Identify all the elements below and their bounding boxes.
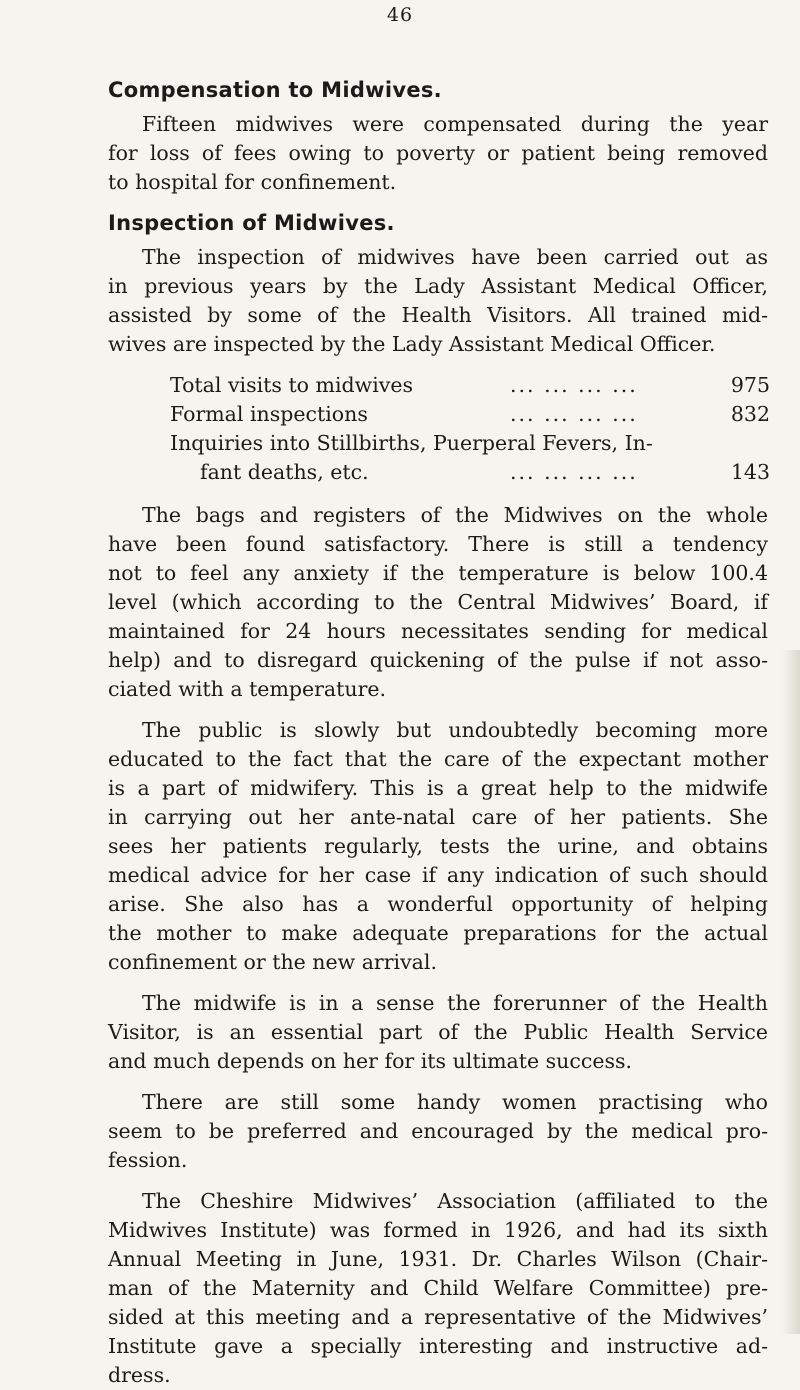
text-line: help) and to disregard quickening of the pulse if not asso- xyxy=(108,648,768,672)
text-line: The inspection of midwives have been carried out as xyxy=(142,245,768,269)
text-line: Annual Meeting in June, 1931. Dr. Charles Wilson (Chair- xyxy=(108,1247,768,1271)
heading-inspection: Inspection of Midwives. xyxy=(108,211,395,235)
text-line: level (which according to the Central Midwives’ Board, if xyxy=(108,590,768,614)
text-line: fession. xyxy=(108,1148,188,1172)
stat-leader-dots: ... ... ... ... xyxy=(510,460,638,484)
text-line: and much depends on her for its ultimate success. xyxy=(108,1049,633,1073)
text-line: seem to be preferred and encouraged by the medical pro- xyxy=(108,1119,768,1143)
page-number: 46 xyxy=(386,4,414,26)
stat-label: fant deaths, etc. xyxy=(200,460,369,484)
stat-label: Total visits to midwives xyxy=(170,373,413,397)
stat-label: Formal inspections xyxy=(170,402,368,426)
text-line: assisted by some of the Health Visitors. All trained mid- xyxy=(108,303,768,327)
stat-row-formal xyxy=(170,400,770,429)
text-line: The bags and registers of the Midwives on the whole xyxy=(142,503,768,527)
stat-label: Inquiries into Stillbirths, Puerperal Fevers, In- xyxy=(170,431,653,455)
stat-value: 143 xyxy=(730,460,770,484)
text-line: Visitor, is an essential part of the Public Health Service xyxy=(108,1020,768,1044)
stat-row-inquiries-cont xyxy=(170,458,770,487)
stat-value: 832 xyxy=(730,402,770,426)
inspection-stats xyxy=(170,371,770,487)
text-line: wives are inspected by the Lady Assistant Medical Officer. xyxy=(108,332,716,356)
text-line: is a part of midwifery. This is a great help to the midwife xyxy=(108,776,768,800)
text-line: confinement or the new arrival. xyxy=(108,950,437,974)
text-line: sided at this meeting and a representative of the Midwives’ xyxy=(108,1305,768,1329)
stat-row-inquiries xyxy=(170,429,770,458)
paragraph-public xyxy=(108,716,768,977)
text-line: in previous years by the Lady Assistant Medical Officer, xyxy=(108,274,768,298)
paragraph-compensation xyxy=(108,110,768,197)
page-edge-shadow xyxy=(782,650,800,1334)
text-line: Fifteen midwives were compensated during the year xyxy=(142,112,768,136)
text-line: to hospital for confinement. xyxy=(108,170,397,194)
stat-value: 975 xyxy=(730,373,770,397)
text-line: arise. She also has a wonderful opportunity of helping xyxy=(108,892,768,916)
text-line: sees her patients regularly, tests the urine, and obtains xyxy=(108,834,768,858)
text-line: in carrying out her ante-natal care of her patients. She xyxy=(108,805,768,829)
paragraph-forerunner xyxy=(108,989,768,1076)
text-line: educated to the fact that the care of the expectant mother xyxy=(108,747,768,771)
paragraph-bags xyxy=(108,501,768,704)
text-line: The public is slowly but undoubtedly becoming more xyxy=(142,718,768,742)
text-line: dress. xyxy=(108,1363,171,1387)
text-line: have been found satisfactory. There is still a tendency xyxy=(108,532,768,556)
text-line: medical advice for her case if any indication of such should xyxy=(108,863,768,887)
text-line: not to feel any anxiety if the temperature is below 100.4 xyxy=(108,561,768,585)
text-line: Institute gave a specially interesting and instructive ad- xyxy=(108,1334,768,1358)
stat-leader-dots: ... ... ... ... xyxy=(510,373,638,397)
text-line: for loss of fees owing to poverty or patient being removed xyxy=(108,141,768,165)
text-line: ciated with a temperature. xyxy=(108,677,387,701)
heading-compensation: Compensation to Midwives. xyxy=(108,78,442,102)
text-line: The midwife is in a sense the forerunner of the Health xyxy=(142,991,768,1015)
text-line: the mother to make adequate preparations for the actual xyxy=(108,921,768,945)
text-line: maintained for 24 hours necessitates sending for medical xyxy=(108,619,768,643)
stat-row-visits xyxy=(170,371,770,400)
paragraph-inspection xyxy=(108,243,768,359)
text-line: Midwives Institute) was formed in 1926, and had its sixth xyxy=(108,1218,768,1242)
stat-leader-dots: ... ... ... ... xyxy=(510,402,638,426)
paragraph-handy xyxy=(108,1088,768,1175)
text-line: The Cheshire Midwives’ Association (affiliated to the xyxy=(142,1189,768,1213)
text-line: man of the Maternity and Child Welfare Committee) pre- xyxy=(108,1276,768,1300)
paragraph-association xyxy=(108,1187,768,1390)
text-line: There are still some handy women practising who xyxy=(142,1090,768,1114)
